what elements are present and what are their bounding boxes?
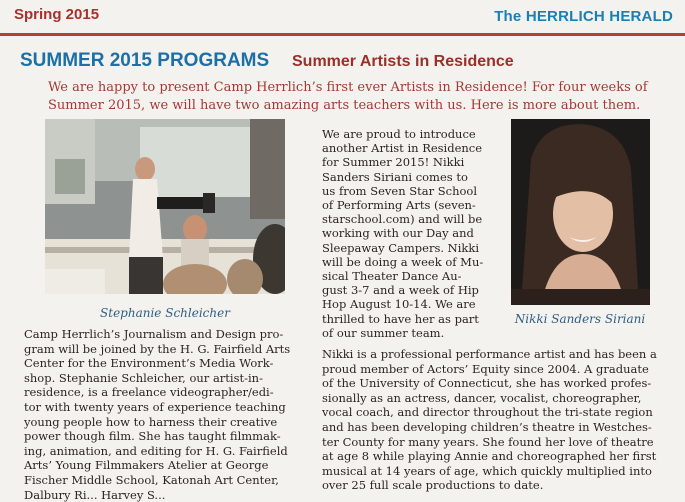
text-line: We are proud to introduce bbox=[322, 127, 476, 141]
text-line: ing, animation, and editing for H. G. Fairfield bbox=[24, 443, 288, 458]
text-line: sionally as an actress, dancer, vocalist, choreographer, bbox=[322, 390, 642, 405]
photo-caption-left: Stephanie Schleicher bbox=[100, 306, 230, 320]
newsletter-masthead: The HERRLICH HERALD bbox=[494, 8, 673, 25]
text-line: proud member of Actors’ Equity since 2004. A graduate bbox=[322, 361, 649, 376]
text-line: for Summer 2015! Nikki bbox=[322, 155, 465, 170]
photo-stephanie-schleicher bbox=[45, 119, 285, 294]
text-line: vocal coach, and director throughout the tri-state region bbox=[322, 405, 653, 420]
text-line: of Performing Arts (seven- bbox=[322, 198, 476, 213]
article-nikki-bio bbox=[322, 347, 664, 493]
text-line: starschool.com) and will be bbox=[322, 212, 483, 227]
text-line: will be doing a week of Mu- bbox=[322, 254, 484, 269]
photo-caption-right: Nikki Sanders Siriani bbox=[514, 312, 646, 326]
text-line: residence, is a freelance videographer/edi- bbox=[24, 385, 274, 400]
text-line: Sanders Siriani comes to bbox=[322, 169, 468, 184]
text-line: power though film. She has taught filmmak- bbox=[24, 429, 281, 444]
text-line: another Artist in Residence bbox=[322, 141, 483, 156]
intro-paragraph bbox=[48, 79, 668, 115]
text-line: Arts’ Young Filmmakers Atelier at George bbox=[24, 458, 269, 473]
text-line: Center for the Environment’s Media Work- bbox=[24, 356, 274, 371]
text-line: gram will be joined by the H. G. Fairfield Arts bbox=[24, 341, 291, 356]
section-title: SUMMER 2015 PROGRAMS bbox=[20, 50, 270, 71]
text-line: Hop August 10-14. We are bbox=[322, 297, 476, 312]
text-line: Dalbury Ri... Harvey S... bbox=[24, 487, 166, 502]
photo-nikki-sanders-siriani bbox=[511, 119, 650, 305]
text-line: of the University of Connecticut, she has worked profes- bbox=[322, 376, 652, 391]
text-line: ter County for many years. She found her love of theatre bbox=[322, 434, 654, 449]
text-line: Fischer Middle School, Katonah Art Center, bbox=[24, 472, 279, 487]
text-line: musical at 14 years of age, which quickly multiplied into bbox=[322, 463, 652, 478]
text-line: shop. Stephanie Schleicher, our artist-in- bbox=[24, 370, 263, 385]
page-header bbox=[0, 0, 685, 36]
article-nikki-intro bbox=[322, 127, 494, 340]
text-line: Camp Herrlich’s Journalism and Design pro- bbox=[24, 327, 284, 341]
text-line: thrilled to have her as part bbox=[322, 311, 479, 326]
text-line: at age 8 while playing Annie and choreographed her first bbox=[322, 449, 657, 464]
text-line: of our summer team. bbox=[322, 325, 445, 340]
text-line: Nikki is a professional performance artist and has been a bbox=[322, 347, 657, 361]
text-line: tor with twenty years of experience teaching bbox=[24, 399, 286, 414]
issue-label: Spring 2015 bbox=[14, 6, 100, 23]
article-stephanie bbox=[24, 327, 309, 502]
text-line: gust 3-7 and a week of Hip bbox=[322, 283, 479, 298]
text-line: sical Theater Dance Au- bbox=[322, 269, 462, 284]
text-line: us from Seven Star School bbox=[322, 183, 478, 198]
text-line: Sleepaway Campers. Nikki bbox=[322, 240, 480, 255]
intro-line: Summer 2015, we will have two amazing arts teachers with us. Here is more about them. bbox=[48, 98, 641, 113]
text-line: over 25 full scale productions to date. bbox=[322, 478, 544, 493]
section-subtitle: Summer Artists in Residence bbox=[292, 53, 514, 70]
intro-line: We are happy to present Camp Herrlich’s first ever Artists in Residence! For four weeks of bbox=[48, 80, 648, 95]
header-divider bbox=[0, 33, 685, 36]
text-line: working with our Day and bbox=[322, 226, 474, 241]
text-line: young people how to harness their creative bbox=[24, 414, 278, 429]
text-line: and has been developing children’s theatre in Westches- bbox=[322, 419, 652, 434]
